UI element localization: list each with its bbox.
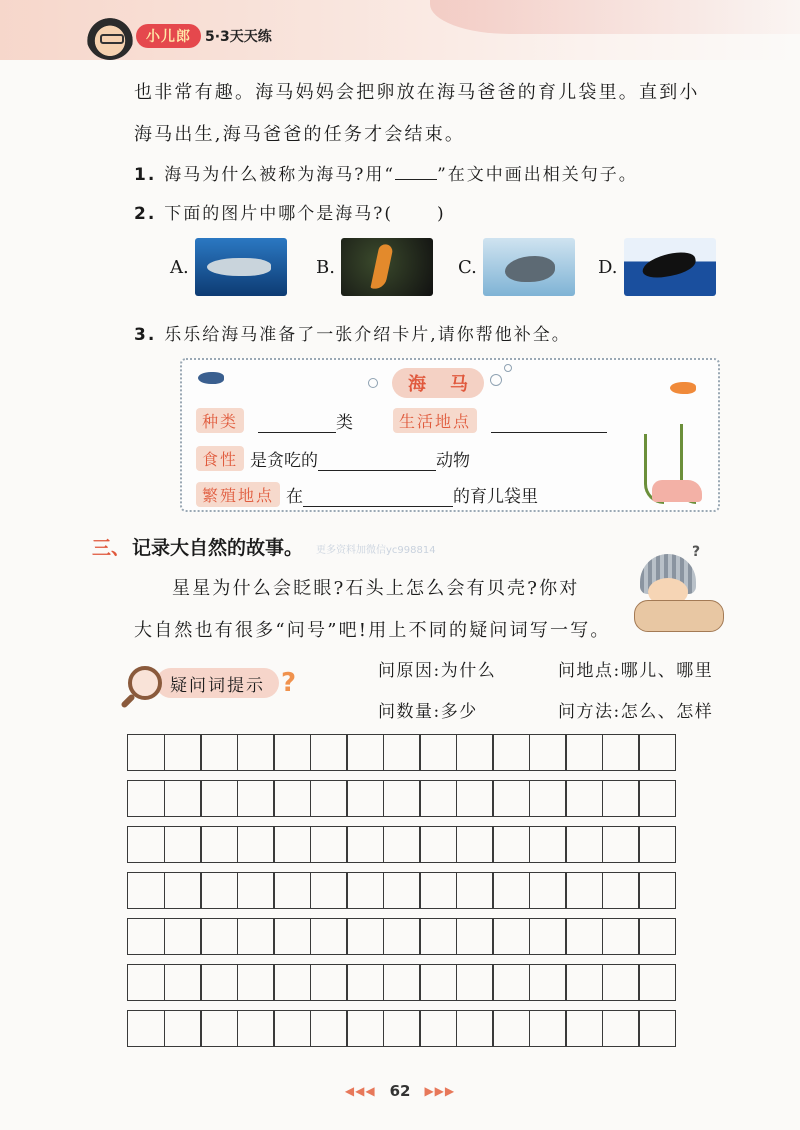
grid-cell[interactable] bbox=[273, 734, 311, 771]
grid-cell[interactable] bbox=[638, 918, 676, 955]
blue-fish-icon bbox=[198, 372, 224, 384]
grid-cell[interactable] bbox=[383, 1010, 421, 1047]
section-3-line-2: 大自然也有很多“问号”吧!用上不同的疑问词写一写。 bbox=[134, 620, 611, 641]
grid-cell[interactable] bbox=[419, 918, 457, 955]
option-a[interactable] bbox=[170, 238, 287, 296]
grid-cell[interactable] bbox=[346, 918, 384, 955]
section-3-line-1: 星星为什么会眨眼?石头上怎么会有贝壳?你对 bbox=[172, 578, 580, 599]
grid-cell[interactable] bbox=[200, 826, 238, 863]
grid-cell[interactable] bbox=[164, 964, 202, 1001]
question-2 bbox=[134, 199, 446, 224]
question-mark-icon: ? bbox=[692, 544, 701, 560]
section-3-heading bbox=[92, 533, 303, 560]
grid-cell[interactable] bbox=[492, 734, 530, 771]
grid-cell[interactable] bbox=[383, 964, 421, 1001]
question-number: 2. bbox=[134, 204, 157, 224]
card-row-breeding bbox=[196, 482, 538, 507]
arrow-right-icon: ▶▶▶ bbox=[424, 1084, 456, 1098]
grid-cell[interactable] bbox=[419, 872, 457, 909]
grid-cell[interactable] bbox=[346, 780, 384, 817]
page-footer bbox=[0, 1082, 800, 1100]
seahorse-intro-card bbox=[180, 358, 720, 512]
grid-cell[interactable] bbox=[310, 826, 348, 863]
question-text: 下面的图片中哪个是海马?( bbox=[164, 204, 394, 224]
grid-cell[interactable] bbox=[638, 872, 676, 909]
diet-suffix: 动物 bbox=[436, 451, 471, 471]
breeding-suffix: 的育儿袋里 bbox=[453, 487, 539, 507]
grid-cell[interactable] bbox=[638, 826, 676, 863]
series-title: 5·3天天练 bbox=[205, 29, 272, 45]
grid-cell[interactable] bbox=[127, 1010, 165, 1047]
grid-cell[interactable] bbox=[237, 826, 275, 863]
card-row-diet bbox=[196, 446, 470, 471]
grid-cell[interactable] bbox=[456, 826, 494, 863]
grid-cell[interactable] bbox=[529, 918, 567, 955]
grid-cell[interactable] bbox=[602, 872, 640, 909]
grid-cell[interactable] bbox=[602, 780, 640, 817]
grid-cell[interactable] bbox=[419, 1010, 457, 1047]
option-letter: B. bbox=[316, 256, 335, 278]
tuna-fish-photo bbox=[195, 238, 287, 296]
grid-cell[interactable] bbox=[602, 918, 640, 955]
watermark-text: 更多资料加微信yc998814 bbox=[316, 545, 436, 556]
grid-cell[interactable] bbox=[310, 964, 348, 1001]
grid-cell[interactable] bbox=[164, 918, 202, 955]
grid-cell[interactable] bbox=[492, 826, 530, 863]
grid-cell[interactable] bbox=[602, 964, 640, 1001]
grid-cell[interactable] bbox=[383, 734, 421, 771]
option-letter: A. bbox=[170, 256, 189, 278]
card-title bbox=[392, 368, 484, 398]
grid-row bbox=[127, 780, 699, 817]
grid-cell[interactable] bbox=[602, 1010, 640, 1047]
category-blank[interactable] bbox=[258, 432, 336, 433]
page-header bbox=[86, 14, 272, 58]
card-title-char: 马 bbox=[450, 374, 468, 395]
grid-cell[interactable] bbox=[237, 1010, 275, 1047]
grid-cell[interactable] bbox=[456, 734, 494, 771]
grid-cell[interactable] bbox=[127, 826, 165, 863]
grid-cell[interactable] bbox=[602, 734, 640, 771]
diet-tag: 食性 bbox=[196, 446, 244, 471]
orange-fish-icon bbox=[670, 382, 696, 394]
category-tag: 种类 bbox=[196, 408, 244, 433]
question-1 bbox=[134, 160, 638, 185]
orca-photo bbox=[624, 238, 716, 296]
clam-mascot-icon bbox=[634, 544, 726, 638]
grid-cell[interactable] bbox=[200, 964, 238, 1001]
paren-close: ) bbox=[437, 204, 446, 224]
grid-cell[interactable] bbox=[565, 964, 603, 1001]
option-c[interactable] bbox=[458, 238, 575, 296]
section-number: 三、 bbox=[92, 537, 131, 559]
grid-cell[interactable] bbox=[273, 826, 311, 863]
grid-cell[interactable] bbox=[237, 780, 275, 817]
grid-cell[interactable] bbox=[419, 734, 457, 771]
grid-cell[interactable] bbox=[565, 918, 603, 955]
grid-cell[interactable] bbox=[492, 918, 530, 955]
coral-icon bbox=[652, 480, 702, 502]
grid-cell[interactable] bbox=[529, 964, 567, 1001]
grid-cell[interactable] bbox=[273, 964, 311, 1001]
seal-photo bbox=[483, 238, 575, 296]
hint-item-quantity: 问数量:多少 bbox=[378, 702, 478, 722]
grid-cell[interactable] bbox=[456, 964, 494, 1001]
grid-cell[interactable] bbox=[419, 826, 457, 863]
grid-cell[interactable] bbox=[164, 780, 202, 817]
option-b[interactable] bbox=[316, 238, 433, 296]
magnifier-icon bbox=[128, 666, 162, 700]
grid-cell[interactable] bbox=[237, 918, 275, 955]
grid-cell[interactable] bbox=[237, 964, 275, 1001]
option-letter: D. bbox=[598, 256, 618, 278]
grid-cell[interactable] bbox=[310, 780, 348, 817]
question-number: 3. bbox=[134, 325, 157, 345]
question-3 bbox=[134, 320, 571, 345]
grid-cell[interactable] bbox=[383, 780, 421, 817]
grid-cell[interactable] bbox=[200, 1010, 238, 1047]
grid-cell[interactable] bbox=[565, 1010, 603, 1047]
grid-row bbox=[127, 964, 699, 1001]
question-text: ”在文中画出相关句子。 bbox=[437, 165, 638, 185]
mascot-boy-icon bbox=[86, 12, 134, 60]
grid-cell[interactable] bbox=[127, 964, 165, 1001]
hint-item-reason: 问原因:为什么 bbox=[378, 661, 497, 681]
grid-cell[interactable] bbox=[529, 780, 567, 817]
grid-cell[interactable] bbox=[565, 734, 603, 771]
underline-mark bbox=[395, 179, 437, 180]
section-title: 记录大自然的故事。 bbox=[132, 537, 304, 559]
grid-cell[interactable] bbox=[456, 872, 494, 909]
grid-cell[interactable] bbox=[383, 826, 421, 863]
grid-cell[interactable] bbox=[456, 918, 494, 955]
grid-cell[interactable] bbox=[456, 1010, 494, 1047]
passage-line-1: 也非常有趣。海马妈妈会把卵放在海马爸爸的育儿袋里。直到小 bbox=[134, 82, 700, 103]
breeding-text: 在 bbox=[286, 487, 304, 507]
grid-cell[interactable] bbox=[164, 1010, 202, 1047]
grid-cell[interactable] bbox=[346, 964, 384, 1001]
header-decoration bbox=[430, 0, 800, 34]
grid-cell[interactable] bbox=[383, 872, 421, 909]
passage-line-2: 海马出生,海马爸爸的任务才会结束。 bbox=[134, 124, 466, 145]
category-suffix: 类 bbox=[336, 413, 354, 433]
question-mark-icon: ? bbox=[281, 668, 297, 698]
grid-cell[interactable] bbox=[310, 734, 348, 771]
grid-cell[interactable] bbox=[638, 780, 676, 817]
grid-cell[interactable] bbox=[310, 872, 348, 909]
grid-cell[interactable] bbox=[200, 780, 238, 817]
grid-cell[interactable] bbox=[273, 872, 311, 909]
brand-logo: 小儿郎 bbox=[136, 24, 201, 48]
grid-cell[interactable] bbox=[346, 826, 384, 863]
grid-row bbox=[127, 872, 699, 909]
grid-row bbox=[127, 826, 699, 863]
grid-cell[interactable] bbox=[200, 872, 238, 909]
grid-cell[interactable] bbox=[419, 780, 457, 817]
breeding-blank[interactable] bbox=[303, 506, 453, 507]
question-number: 1. bbox=[134, 165, 157, 185]
grid-row bbox=[127, 918, 699, 955]
grid-cell[interactable] bbox=[638, 964, 676, 1001]
habitat-blank[interactable] bbox=[491, 432, 607, 433]
grid-cell[interactable] bbox=[529, 826, 567, 863]
bubble-icon bbox=[368, 378, 378, 388]
grid-cell[interactable] bbox=[565, 872, 603, 909]
hint-label: 疑问词提示 bbox=[156, 668, 279, 698]
card-title-char: 海 bbox=[408, 374, 426, 395]
question-words-hint bbox=[128, 666, 296, 700]
card-row-category bbox=[196, 408, 607, 433]
grid-cell[interactable] bbox=[492, 1010, 530, 1047]
grid-cell[interactable] bbox=[492, 780, 530, 817]
grid-cell[interactable] bbox=[127, 780, 165, 817]
hint-item-place: 问地点:哪儿、哪里 bbox=[558, 661, 714, 681]
diet-blank[interactable] bbox=[318, 470, 436, 471]
grid-cell[interactable] bbox=[164, 826, 202, 863]
grid-cell[interactable] bbox=[237, 734, 275, 771]
bubble-icon bbox=[490, 374, 502, 386]
bubble-icon bbox=[504, 364, 512, 372]
page-number: 62 bbox=[389, 1082, 411, 1100]
grid-row bbox=[127, 1010, 699, 1047]
question-text: 海马为什么被称为海马?用“ bbox=[164, 165, 396, 185]
writing-grid[interactable] bbox=[127, 734, 699, 1056]
grid-cell[interactable] bbox=[346, 1010, 384, 1047]
option-d[interactable] bbox=[598, 238, 716, 296]
grid-cell[interactable] bbox=[200, 734, 238, 771]
grid-cell[interactable] bbox=[346, 872, 384, 909]
grid-cell[interactable] bbox=[529, 734, 567, 771]
grid-cell[interactable] bbox=[565, 780, 603, 817]
grid-cell[interactable] bbox=[419, 964, 457, 1001]
grid-cell[interactable] bbox=[310, 1010, 348, 1047]
grid-cell[interactable] bbox=[200, 918, 238, 955]
grid-cell[interactable] bbox=[273, 1010, 311, 1047]
seahorse-photo bbox=[341, 238, 433, 296]
grid-cell[interactable] bbox=[346, 734, 384, 771]
grid-cell[interactable] bbox=[565, 826, 603, 863]
grid-cell[interactable] bbox=[164, 734, 202, 771]
clam-base bbox=[634, 600, 724, 632]
grid-cell[interactable] bbox=[310, 918, 348, 955]
grid-cell[interactable] bbox=[638, 1010, 676, 1047]
grid-cell[interactable] bbox=[127, 734, 165, 771]
option-letter: C. bbox=[458, 256, 477, 278]
grid-cell[interactable] bbox=[638, 734, 676, 771]
diet-text: 是贪吃的 bbox=[250, 451, 319, 471]
grid-cell[interactable] bbox=[492, 964, 530, 1001]
habitat-tag: 生活地点 bbox=[393, 408, 477, 433]
grid-cell[interactable] bbox=[529, 1010, 567, 1047]
grid-cell[interactable] bbox=[127, 872, 165, 909]
grid-cell[interactable] bbox=[273, 780, 311, 817]
grid-cell[interactable] bbox=[237, 872, 275, 909]
grid-cell[interactable] bbox=[529, 872, 567, 909]
question-text: 乐乐给海马准备了一张介绍卡片,请你帮他补全。 bbox=[164, 325, 571, 345]
grid-cell[interactable] bbox=[456, 780, 494, 817]
arrow-left-icon: ◀◀◀ bbox=[344, 1084, 376, 1098]
grid-row bbox=[127, 734, 699, 771]
hint-item-method: 问方法:怎么、怎样 bbox=[558, 702, 714, 722]
grid-cell[interactable] bbox=[127, 918, 165, 955]
grid-cell[interactable] bbox=[492, 872, 530, 909]
grid-cell[interactable] bbox=[383, 918, 421, 955]
grid-cell[interactable] bbox=[164, 872, 202, 909]
breeding-tag: 繁殖地点 bbox=[196, 482, 280, 507]
grid-cell[interactable] bbox=[602, 826, 640, 863]
grid-cell[interactable] bbox=[273, 918, 311, 955]
